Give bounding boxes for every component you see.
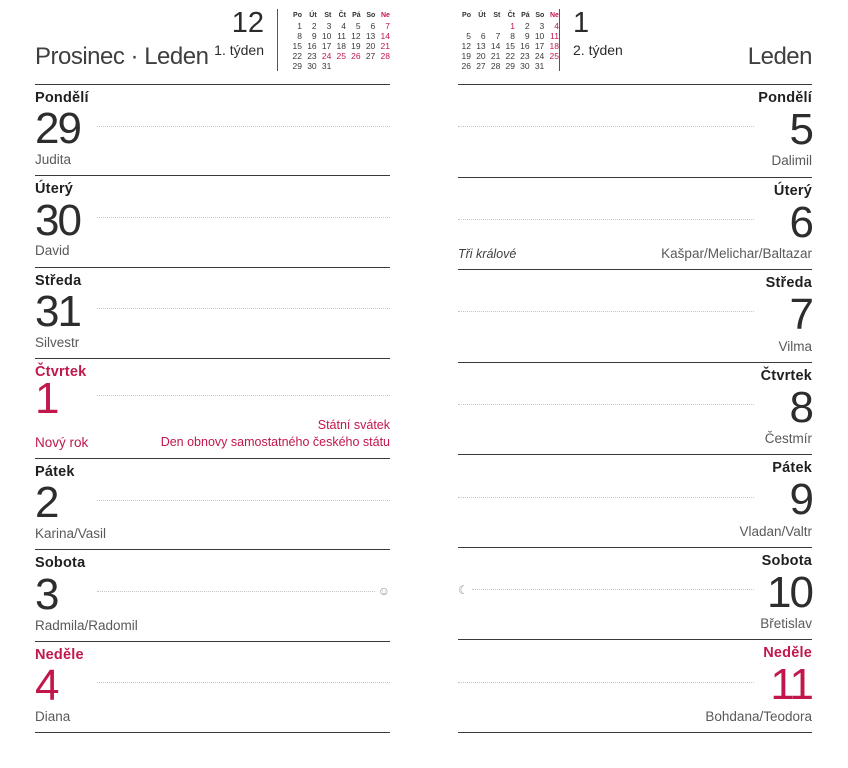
waning-moon-icon: ☾	[458, 582, 469, 597]
mini-cal-date: 28	[380, 51, 390, 61]
nameday-label: Nový rok	[35, 434, 89, 450]
mini-cal-date: 5	[466, 31, 471, 41]
mini-cal-date: 24	[321, 51, 332, 61]
day-name-label: Středa	[765, 275, 812, 292]
mini-cal-date: 5	[355, 21, 361, 31]
mini-cal-date: 21	[380, 41, 390, 51]
nameday-label: Diana	[35, 708, 71, 724]
date-number: 9	[789, 475, 812, 525]
day-row	[458, 548, 812, 641]
day-footer	[35, 243, 390, 259]
mini-cal-day-header: So	[535, 12, 545, 19]
mini-cal-day-header: Pá	[521, 12, 530, 19]
day-footer	[458, 709, 812, 725]
mini-cal-date: 27	[365, 51, 376, 61]
writing-line	[458, 497, 754, 498]
day-footer	[35, 709, 390, 725]
day-row	[35, 359, 390, 459]
day-footer	[35, 152, 390, 168]
header-divider-line	[559, 9, 560, 71]
day-row	[458, 640, 812, 733]
day-row	[35, 642, 390, 733]
nameday-label: Dalimil	[771, 153, 812, 169]
writing-line	[97, 395, 390, 396]
mini-cal-header-row	[458, 11, 559, 21]
mini-cal-week-row	[458, 61, 559, 71]
mini-cal-date: 15	[505, 41, 515, 51]
nameday-label: Kašpar/Melichar/Baltazar	[661, 245, 812, 261]
mini-cal-date: 17	[321, 41, 332, 51]
mini-cal-date: 21	[490, 51, 501, 61]
mini-cal-date: 10	[534, 31, 545, 41]
nameday-label: Judita	[35, 152, 72, 168]
day-name-label: Neděle	[35, 646, 84, 663]
date-number: 3	[35, 569, 58, 619]
mini-cal-date	[362, 61, 375, 71]
mini-cal-date: 3	[539, 21, 545, 31]
day-row	[458, 178, 812, 271]
mini-cal-date: 7	[385, 21, 390, 31]
left-page-title: Prosinec · Leden	[35, 43, 209, 70]
day-name-label: Pátek	[772, 460, 812, 477]
date-line	[35, 286, 390, 336]
writing-line	[97, 217, 390, 218]
mini-cal-date: 19	[351, 41, 361, 51]
mini-cal-date: 15	[292, 41, 302, 51]
date-number: 10	[767, 567, 812, 617]
mini-cal-week-row	[289, 51, 390, 61]
mini-cal-date: 27	[476, 61, 486, 71]
day-row	[458, 363, 812, 456]
nameday-label: Vilma	[778, 338, 812, 354]
day-footer	[35, 618, 390, 634]
writing-line	[458, 126, 754, 127]
mini-cal-date: 20	[476, 51, 486, 61]
mini-cal-week-row	[289, 31, 390, 41]
date-number: 2	[35, 478, 58, 528]
mini-cal-day-header: St	[493, 12, 501, 19]
day-row	[458, 270, 812, 363]
mini-cal-date: 8	[297, 31, 302, 41]
nameday-label: Vladan/Valtr	[739, 523, 812, 539]
nameday-label: David	[35, 243, 70, 259]
day-footer	[458, 616, 812, 632]
mini-cal-date: 8	[510, 31, 515, 41]
day-footer	[458, 524, 812, 540]
mini-cal-date: 31	[534, 61, 545, 71]
date-number: 8	[789, 382, 812, 432]
date-line	[458, 291, 812, 338]
right-day-rows	[458, 85, 812, 768]
date-line	[35, 106, 390, 152]
day-name-label: Čtvrtek	[35, 363, 87, 380]
day-name-label: Úterý	[773, 182, 812, 199]
right-page	[424, 0, 848, 768]
day-row	[35, 176, 390, 267]
mini-cal-week-row	[458, 51, 559, 61]
mini-cal-day-header: Ne	[549, 12, 559, 19]
day-name-label: Pátek	[35, 464, 75, 481]
date-number: 30	[35, 195, 80, 245]
mini-cal-date: 19	[461, 51, 471, 61]
writing-line	[458, 404, 754, 405]
date-line	[35, 373, 390, 423]
date-number: 7	[789, 290, 812, 340]
mini-cal-date: 22	[505, 51, 515, 61]
holiday-line: Státní svátek	[317, 418, 390, 433]
mini-cal-date	[458, 21, 471, 31]
date-number: 31	[35, 286, 80, 336]
mini-cal-week-row	[458, 21, 559, 31]
mini-cal-date: 6	[370, 21, 376, 31]
mini-cal-date: 7	[495, 31, 501, 41]
mini-cal-date: 9	[524, 31, 530, 41]
nameday-label: Silvestr	[35, 334, 80, 350]
day-footer	[35, 335, 390, 351]
day-row	[35, 85, 390, 176]
mini-cal-date: 6	[480, 31, 486, 41]
mini-cal-week-row	[289, 21, 390, 31]
mini-cal-date: 13	[365, 31, 376, 41]
day-footer	[35, 417, 390, 451]
right-page-title: Leden	[747, 43, 812, 70]
nameday-label: Bohdana/Teodora	[705, 708, 812, 724]
writing-line	[97, 682, 390, 683]
writing-line	[97, 500, 390, 501]
holiday-line: Den obnovy samostatného českého státu	[160, 435, 390, 450]
header-divider-line	[277, 9, 278, 71]
mini-cal-date	[333, 61, 346, 71]
mini-cal-day-header: So	[366, 12, 376, 19]
smiley-face-icon: ☺	[377, 584, 390, 599]
mini-cal-date: 30	[520, 61, 530, 71]
writing-line	[458, 219, 754, 220]
date-line	[458, 569, 812, 616]
mini-cal-day-header: Po	[462, 12, 471, 19]
mini-cal-date: 2	[524, 21, 530, 31]
mini-cal-day-header: Po	[293, 12, 302, 19]
nameday-label: Karina/Vasil	[35, 526, 107, 542]
mini-cal-date: 1	[297, 21, 302, 31]
mini-cal-date	[546, 61, 559, 71]
date-line	[458, 476, 812, 523]
holiday-note-label: Tři králové	[458, 247, 517, 262]
day-row	[35, 459, 390, 550]
left-week-block	[214, 0, 264, 84]
date-line	[35, 480, 390, 526]
mini-cal-date: 26	[351, 51, 361, 61]
mini-cal-date: 29	[505, 61, 515, 71]
mini-cal-date: 31	[321, 61, 332, 71]
mini-cal-date: 23	[520, 51, 530, 61]
mini-cal-date: 1	[510, 21, 515, 31]
date-line	[458, 106, 812, 153]
mini-cal-day-header: Čt	[507, 12, 515, 19]
right-page-header	[458, 0, 812, 85]
mini-cal-day-header: Čt	[338, 12, 346, 19]
day-row	[458, 85, 812, 178]
mini-cal-date: 4	[554, 21, 559, 31]
day-name-label: Středa	[35, 272, 82, 289]
mini-cal-date: 14	[380, 31, 390, 41]
date-line	[458, 661, 812, 708]
mini-cal-day-header: Pá	[352, 12, 361, 19]
day-name-label: Sobota	[761, 552, 812, 569]
writing-line	[472, 589, 754, 590]
mini-cal-date: 25	[336, 51, 346, 61]
day-name-label: Úterý	[35, 181, 74, 198]
left-page-header	[35, 0, 390, 85]
mini-cal-date: 3	[326, 21, 332, 31]
date-number: 5	[789, 105, 812, 154]
writing-line	[97, 126, 390, 127]
date-number: 6	[789, 197, 812, 247]
mini-cal-week-row	[458, 41, 559, 51]
mini-cal-date: 11	[337, 31, 346, 41]
right-week-label: 2. týden	[573, 42, 623, 58]
day-footer	[458, 339, 812, 355]
mini-cal-day-header: Ne	[380, 12, 390, 19]
mini-cal-date: 16	[520, 41, 530, 51]
date-number: 11	[770, 660, 812, 710]
day-name-label: Pondělí	[35, 90, 89, 106]
day-name-label: Čtvrtek	[760, 367, 812, 384]
mini-cal-week-row	[289, 61, 390, 71]
mini-cal-date: 12	[461, 41, 471, 51]
nameday-label: Čestmír	[764, 431, 812, 447]
day-name-label: Neděle	[763, 645, 812, 662]
mini-cal-date: 4	[341, 21, 346, 31]
day-footer	[458, 431, 812, 447]
nameday-label: Břetislav	[760, 616, 812, 632]
mini-cal-date: 29	[292, 61, 302, 71]
mini-cal-date: 12	[351, 31, 361, 41]
date-number: 4	[35, 661, 58, 711]
date-line	[35, 663, 390, 709]
day-row	[458, 455, 812, 548]
mini-cal-date: 17	[534, 41, 545, 51]
mini-cal-date: 22	[292, 51, 302, 61]
mini-cal-day-header: St	[324, 12, 332, 19]
mini-cal-date: 11	[550, 31, 559, 41]
january-mini-calendar	[458, 0, 559, 84]
day-footer	[35, 526, 390, 542]
mini-cal-date: 23	[307, 51, 317, 61]
mini-cal-header-row	[289, 11, 390, 21]
mini-cal-date	[348, 61, 361, 71]
day-footer	[458, 246, 812, 262]
date-line	[35, 197, 390, 243]
date-line	[458, 199, 812, 246]
writing-line	[458, 682, 754, 683]
mini-cal-day-header: Út	[478, 12, 486, 19]
mini-cal-date: 30	[307, 61, 317, 71]
mini-cal-date: 10	[321, 31, 332, 41]
december-mini-calendar	[289, 0, 390, 84]
mini-cal-date: 20	[365, 41, 376, 51]
right-month-number: 1	[573, 7, 590, 39]
left-day-rows	[35, 85, 390, 768]
day-row	[35, 550, 390, 641]
mini-cal-date	[473, 21, 486, 31]
nameday-label: Radmila/Radomil	[35, 617, 138, 633]
date-number: 1	[35, 373, 58, 423]
day-row	[35, 268, 390, 359]
mini-cal-date: 24	[534, 51, 545, 61]
date-number: 29	[35, 104, 80, 154]
mini-cal-date: 28	[490, 61, 501, 71]
day-name-label: Sobota	[35, 555, 86, 572]
mini-cal-date: 14	[490, 41, 501, 51]
mini-cal-week-row	[458, 31, 559, 41]
writing-line	[97, 591, 375, 592]
mini-cal-week-row	[289, 41, 390, 51]
mini-cal-date: 2	[311, 21, 317, 31]
writing-line	[97, 308, 390, 309]
mini-cal-date: 18	[336, 41, 346, 51]
right-week-block	[573, 0, 623, 84]
mini-cal-date: 16	[307, 41, 317, 51]
holiday-label	[161, 417, 390, 451]
mini-cal-date	[487, 21, 500, 31]
mini-cal-date: 9	[311, 31, 317, 41]
mini-cal-date: 26	[461, 61, 471, 71]
day-footer	[458, 153, 812, 169]
date-line	[35, 571, 390, 617]
mini-cal-date: 18	[549, 41, 559, 51]
mini-cal-date: 13	[476, 41, 486, 51]
day-name-label: Pondělí	[758, 90, 812, 106]
left-month-number: 12	[231, 7, 264, 39]
mini-cal-date: 25	[549, 51, 559, 61]
mini-cal-day-header: Út	[309, 12, 317, 19]
mini-cal-date	[377, 61, 390, 71]
left-week-label: 1. týden	[214, 42, 264, 58]
date-line	[458, 384, 812, 431]
writing-line	[458, 311, 754, 312]
